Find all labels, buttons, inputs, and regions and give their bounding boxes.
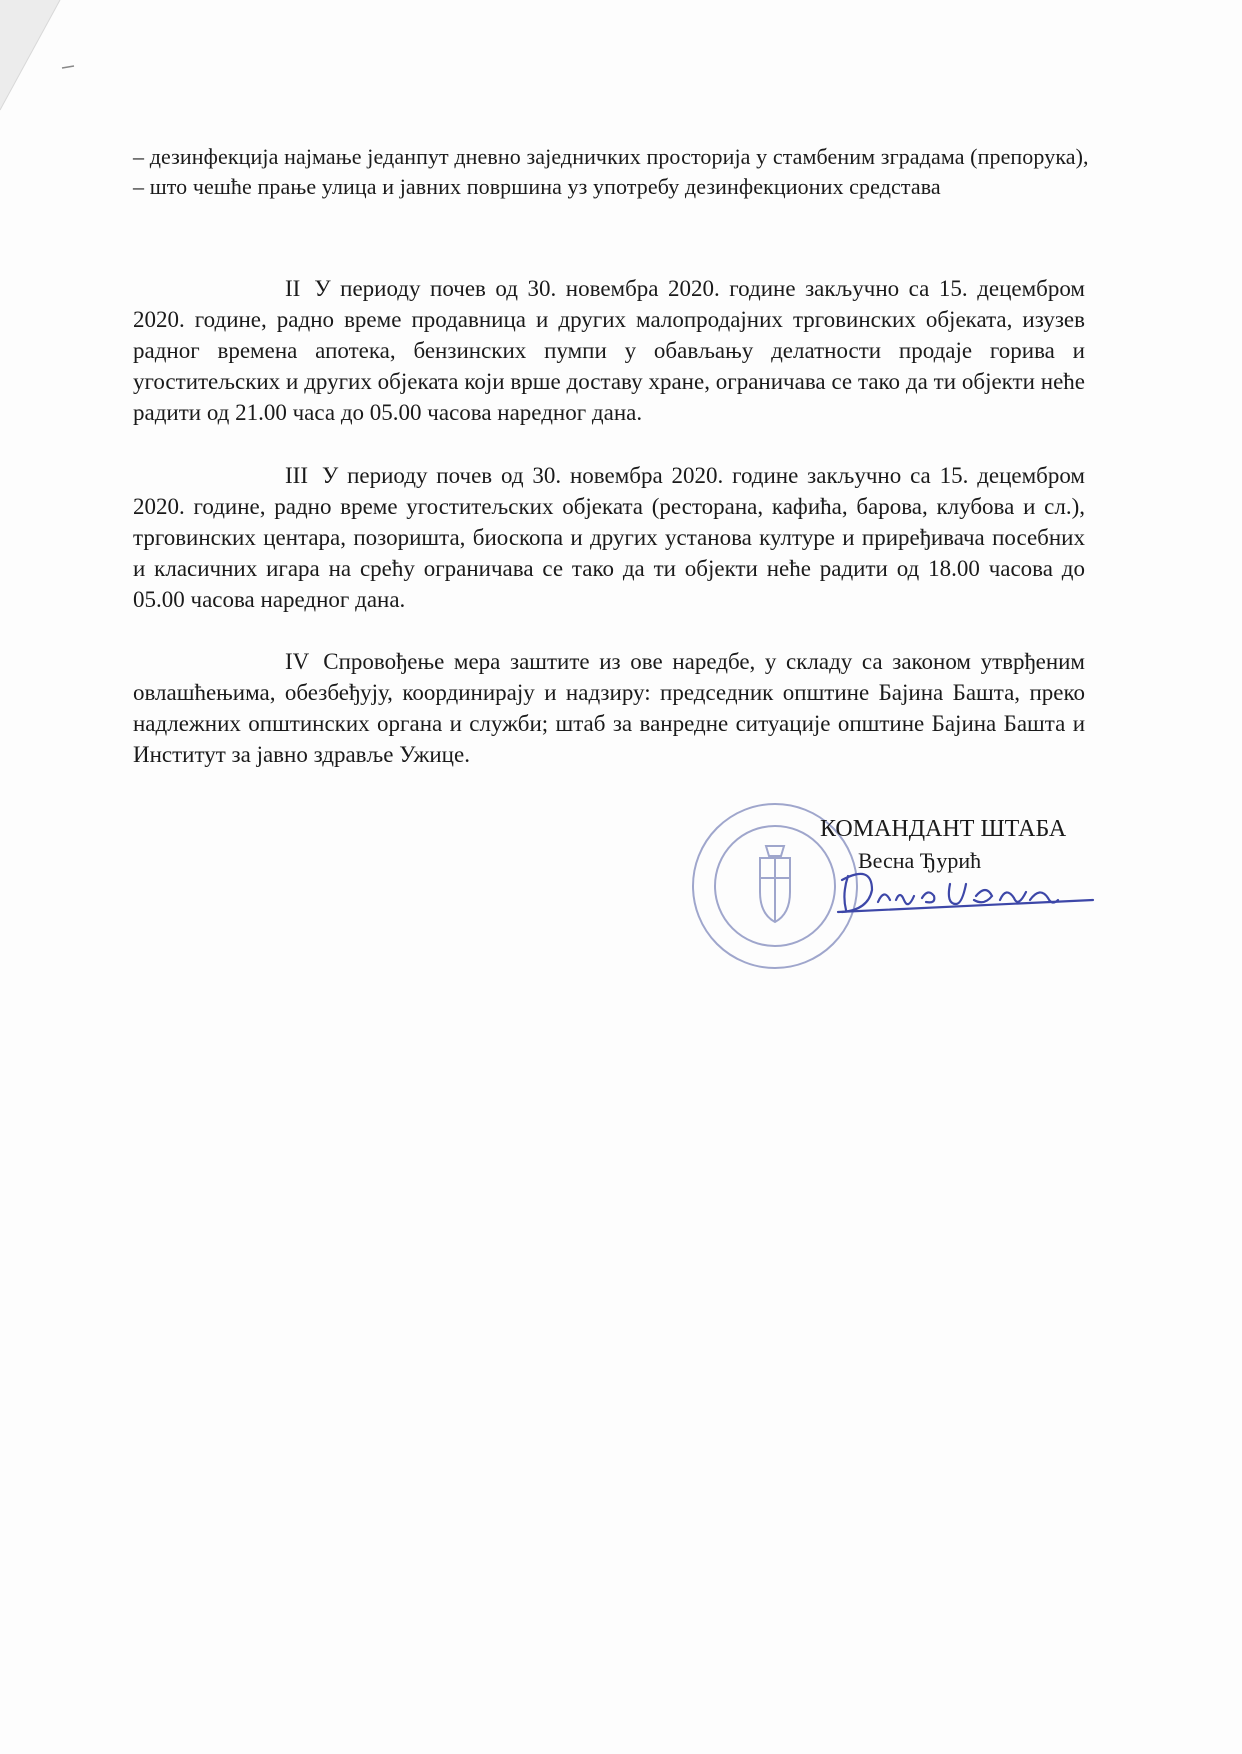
signature-block	[680, 786, 1110, 986]
section-text: Спровођење мера заштите из ове наредбе, у складу са законом утврђеним овлашћењима, обезбеђују, координирају и надзиру: председник општине Бајина Башта, преко надлежних општинских органа и служби; штаб за ванредне ситуације општине Бајина Башта и Институт за јавно здравље Ужице.	[133, 649, 1085, 767]
bullet-disinfection: – дезинфекција најмање једанпут дневно заједничких просторија у стамбеним зградама (препорука),	[133, 144, 1089, 169]
section-number: III	[285, 463, 308, 488]
section-iii	[133, 460, 1085, 615]
section-number: IV	[285, 649, 310, 674]
handwritten-signature	[830, 856, 1100, 926]
section-number: II	[285, 276, 301, 301]
signature-name: Весна Ђурић	[858, 848, 982, 873]
section-text: У периоду почев од 30. новембра 2020. године закључно са 15. децембром 2020. године, радно време продавница и других малопродајних трговинских објеката, изузев радног времена апотека, бензинских пумпи у обављању делатности продаје горива и угоститељских и других објеката који врше доставу хране, ограничава се тако да ти објекти неће радити од 21.00 часа до 05.00 часова наредног дана.	[133, 276, 1085, 425]
section-ii	[133, 273, 1085, 428]
section-text: У периоду почев од 30. новембра 2020. године закључно са 15. децембром 2020. године, радно време угоститељских објеката (ресторана, кафића, барова, клубова и сл.), трговинских центара, позоришта, биоскопа и других установа културе и приређивача посебних и класичних игара на срећу ограничава се тако да ти објекти неће радити од 18.00 часова до 05.00 часова наредног дана.	[133, 463, 1085, 612]
bullet-list	[133, 142, 1093, 202]
bullet-street-washing: – што чешће прање улица и јавних површина уз употребу дезинфекционих средстава	[133, 174, 941, 199]
page-fold-mark	[0, 0, 80, 140]
section-iv	[133, 646, 1085, 770]
signature-title: КОМАНДАНТ ШТАБА	[820, 816, 1067, 842]
